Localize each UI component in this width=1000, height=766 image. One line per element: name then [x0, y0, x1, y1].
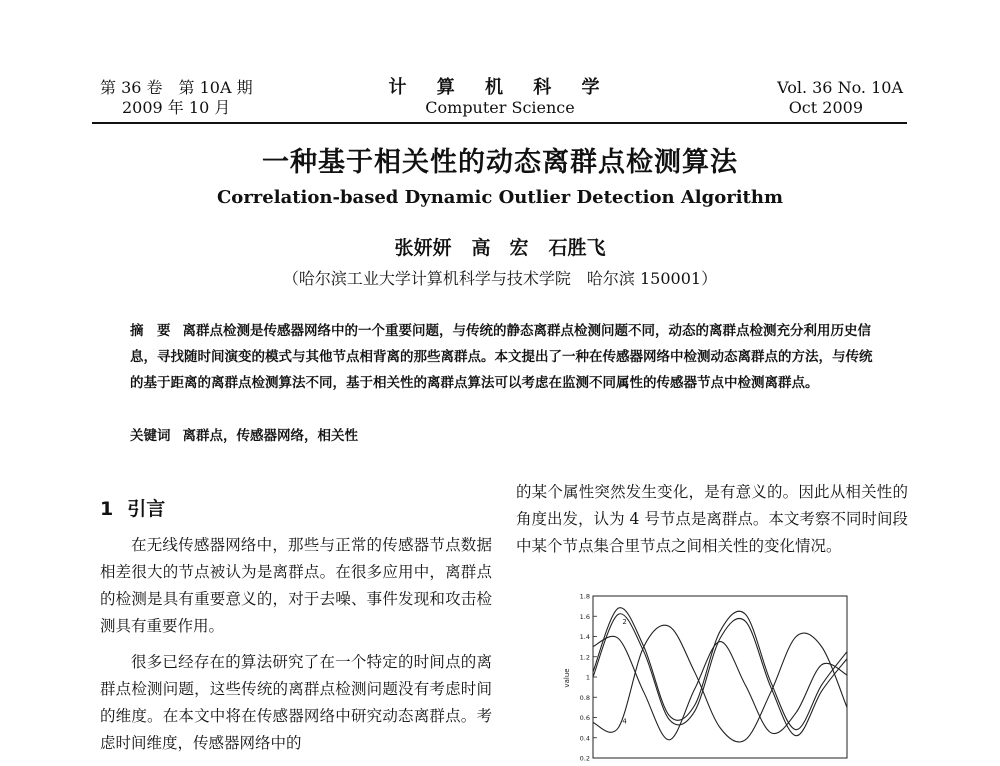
y-tick-label: 1.6 — [579, 612, 590, 621]
journal-title-cn: 计 算 机 科 学 — [388, 77, 612, 98]
abstract-label: 摘 要 — [130, 323, 171, 339]
section-title: 引言 — [127, 498, 166, 520]
y-tick-label: 0.2 — [579, 754, 590, 762]
volume-issue-en: Vol. 36 No. 10A — [777, 78, 903, 97]
section-heading — [100, 494, 165, 521]
y-tick-label: 0.6 — [579, 714, 590, 722]
paragraph-1: 在无线传感器网络中，那些与正常的传感器节点数据相差很大的节点被认为是离群点。在很多应用中，离群点的检测是具有重要意义的，对于去噪、事件发现和攻击检测具有重要作用。 — [100, 536, 492, 635]
y-axis-label: value — [563, 668, 571, 688]
paragraph-2: 很多已经存在的算法研究了在一个特定的时间点的离群点检测问题，这些传统的离群点检测问题没有考虑时间的维度。在本文中将在传感器网络中研究动态离群点。考虑时间维度，传感器网络中的 — [100, 653, 492, 752]
y-tick-label: 1 — [585, 673, 590, 682]
series-label-4: 4 — [622, 717, 627, 726]
y-tick-label: 1.4 — [579, 633, 590, 641]
y-tick-label: 0.4 — [579, 734, 590, 743]
volume-issue: 第 36 卷 第 10A 期 — [100, 78, 253, 97]
y-tick-label: 1.2 — [579, 653, 590, 662]
abstract — [130, 318, 875, 396]
y-tick-label: 0.8 — [579, 693, 590, 702]
keywords-label: 关键词 — [130, 428, 171, 444]
header-right — [620, 78, 903, 118]
author-1: 张妍妍 — [394, 237, 452, 259]
author-3: 石胜飞 — [548, 237, 606, 259]
paper-title-cn: 一种基于相关性的动态离群点检测算法 — [262, 147, 738, 178]
y-tick-label: 1.8 — [579, 592, 590, 601]
series-label-2: 2 — [622, 618, 627, 627]
keywords-text: 离群点，传感器网络，相关性 — [182, 428, 358, 444]
publication-date: 2009 年 10 月 — [122, 98, 231, 117]
abstract-text: 离群点检测是传感器网络中的一个重要问题，与传统的静态离群点检测问题不同，动态的离群点检测充分利用历史信息，寻找随时间演变的模式与其他节点相背离的那些离群点。本文提出了一种在传感器网络中检测动态离群点的方法，与传统的基于距离的离群点检测算法不同，基于相关性的离群点算法可以考虑在监测不同属性的传感器节点中检测离群点。 — [130, 323, 873, 391]
paper-title-en: Correlation-based Dynamic Outlier Detection Algorithm — [216, 187, 783, 208]
section-number: 1 — [100, 498, 114, 520]
keywords — [130, 424, 875, 444]
right-column-text: 的某个属性突然发生变化，是有意义的。因此从相关性的角度出发，认为 4 号节点是离群点。本文考察不同时间段中某个节点集合里节点之间相关性的变化情况。 — [516, 483, 908, 555]
publication-date-en: Oct 2009 — [788, 98, 863, 117]
header-rule — [92, 122, 907, 124]
journal-title-en: Computer Science — [425, 98, 575, 117]
affiliation: （哈尔滨工业大学计算机科学与技术学院 哈尔滨 150001） — [282, 269, 718, 288]
line-chart — [555, 590, 855, 762]
authors — [0, 233, 1000, 260]
author-2: 高 宏 — [471, 237, 529, 259]
series-line-4 — [593, 625, 847, 742]
left-column — [100, 532, 492, 766]
